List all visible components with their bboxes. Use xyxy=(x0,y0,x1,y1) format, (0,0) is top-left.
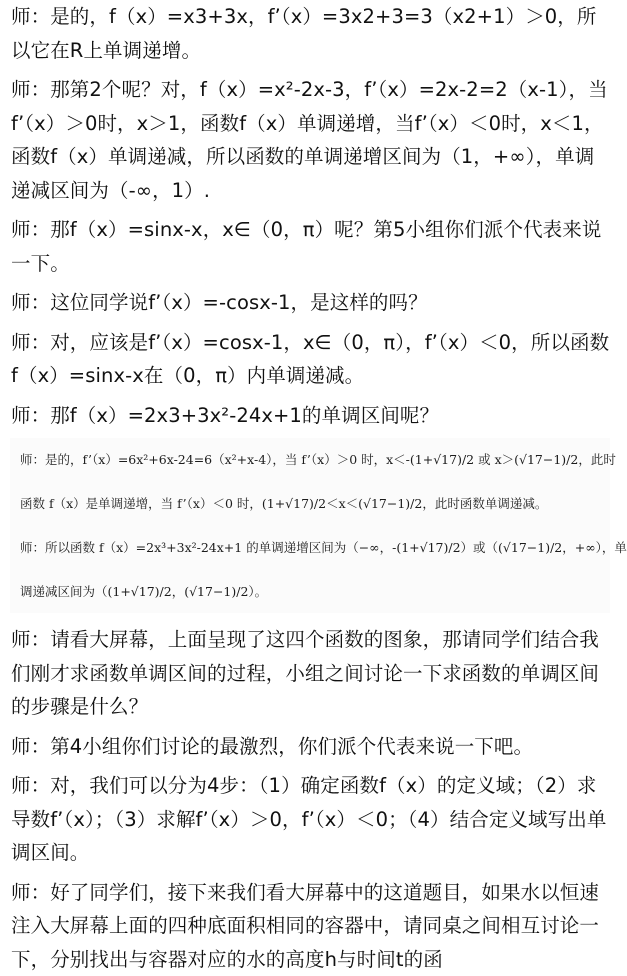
embedded-line: 函数 f（x）是单调递增，当 f’（x）＜0 时，(1+√17)/2＜x＜(√17−1)/2，此时函数单调递减。 xyxy=(20,482,610,526)
paragraph: 师：第4小组你们讨论的最激烈，你们派个代表来说一下吧。 xyxy=(0,730,621,764)
embedded-solution-image xyxy=(10,438,610,613)
paragraph: 师：那f（x）=2x3+3x²-24x+1的单调区间呢？ xyxy=(0,399,621,433)
paragraph: 师：好了同学们，接下来我们看大屏幕中的这道题目，如果水以恒速注入大屏幕上面的四种底面积相同的容器中，请同桌之间相互讨论一下，分别找出与容器对应的水的高度h与时间t的函 xyxy=(0,876,621,976)
paragraph: 师：那f（x）=sinx-x，x∈（0，π）呢？第5小组你们派个代表来说一下。 xyxy=(0,213,621,280)
paragraph: 师：是的，f（x）=x3+3x，f’（x）=3x2+3=3（x2+1）＞0，所以它在R上单调递增。 xyxy=(0,0,621,67)
embedded-line: 师：所以函数 f（x）=2x³+3x²-24x+1 的单调递增区间为（−∞，-(1+√17)/2）或（(√17−1)/2，+∞），单 xyxy=(20,526,610,570)
paragraph: 师：这位同学说f’（x）=-cosx-1，是这样的吗？ xyxy=(0,286,621,320)
paragraph: 师：那第2个呢？对，f（x）=x²-2x-3，f’（x）=2x-2=2（x-1），当f’（x）＞0时，x＞1，函数f（x）单调递增，当f’（x）＜0时，x＜1，函数f（x）单调递减，所以函数的单调递增区间为（1，+∞），单调递减区间为（-∞，1）. xyxy=(0,73,621,207)
embedded-line: 师：是的，f’（x）=6x²+6x-24=6（x²+x-4），当 f’（x）＞0 时，x＜-(1+√17)/2 或 x＞(√17−1)/2，此时 xyxy=(20,438,610,482)
paragraph: 师：对，应该是f’（x）=cosx-1，x∈（0，π），f’（x）＜0，所以函数f（x）=sinx-x在（0，π）内单调递减。 xyxy=(0,326,621,393)
paragraph: 师：对，我们可以分为4步：（1）确定函数f（x）的定义域；（2）求导数f’（x）；（3）求解f’（x）＞0，f’（x）＜0；（4）结合定义域写出单调区间。 xyxy=(0,769,621,870)
paragraph: 师：请看大屏幕，上面呈现了这四个函数的图象，那请同学们结合我们刚才求函数单调区间的过程，小组之间讨论一下求函数的单调区间的步骤是什么？ xyxy=(0,623,621,724)
embedded-line: 调递减区间为（(1+√17)/2，(√17−1)/2）。 xyxy=(20,570,610,614)
